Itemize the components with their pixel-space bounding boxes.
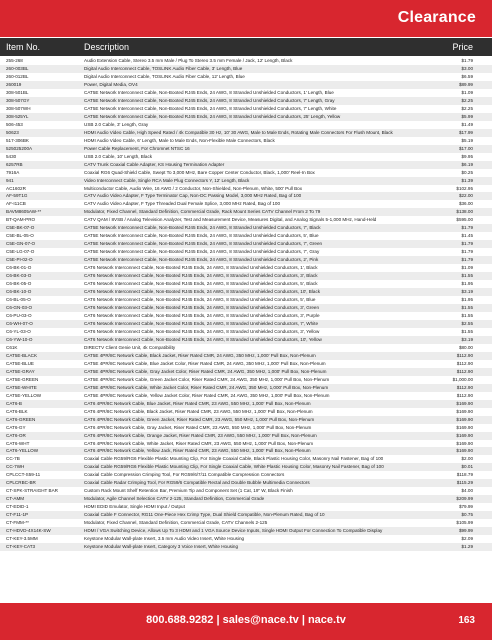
item-number: C6-WH-07-O [6,320,33,326]
item-number: CT-F11-1P [6,512,29,518]
table-row [0,304,492,312]
item-price: $1.29 [461,544,473,550]
clearance-table [0,57,492,551]
item-description: CAT5E 4PR/8C Network Cable, Gray Jacket Color, Riser Rated CMR, 24 AWG, 350 MHz, 1,000' Pull Box, Non-Plenum [84,368,327,374]
table-row [0,169,492,177]
item-description: HDMI Audio Video Cable, 6' Length, Male to Male Ends, Non-Flexible Male Connectors, Black [84,137,275,143]
item-description: HDMI / VGA Switching Device, Allows Up To 3 HDMI and 1 VGA Source Device Inputs, Single HDMI Output For Connection To Compatible Display [84,528,383,534]
table-row [0,105,492,113]
item-description: DIRECTV Client Genie Unit, 4k Compatibility [84,344,176,350]
item-number: 506-453 [6,121,23,127]
item-number: 6257RB [6,161,23,167]
item-description: Coaxial Cable Compression Crimping Tool, For RG59/6/7/11 Compatible Compression Connectors [84,472,285,478]
item-description: CAT6 Network Interconnect Cable, Non-Booted RJ45 Ends, 24 AWG, 8 Stranded Unshielded Conductors, 5', Black [84,281,318,287]
item-number: CAT5E-WHITE [6,384,37,390]
item-price: $1.45 [461,233,473,239]
item-description: CAT6 Network Interconnect Cable, Non-Booted RJ45 Ends, 24 AWG, 8 Stranded Unshielded Conductors, 10', Yellow [84,336,322,342]
column-header-item: Item No. [6,42,41,52]
item-price: $169.90 [456,416,473,422]
item-number: CT-AMM [6,496,25,502]
table-row [0,65,492,73]
item-number: 50623 [6,129,19,135]
table-row [0,455,492,463]
item-price: $2.00 [461,456,473,462]
item-price: $1.09 [461,265,473,271]
clearance-banner [0,0,492,37]
item-description: CAT5E Network Interconnect Cable, Non-Booted RJ45 Ends, 24 AWG, 8 Stranded Unshielded Conductors, 7', Black [84,225,321,231]
item-price: $3.19 [461,336,473,342]
item-number: CT-KEY-3.5MM [6,536,38,542]
item-description: CAT6 Network Interconnect Cable, Non-Booted RJ45 Ends, 24 AWG, 8 Stranded Unshielded Conductors, 3', Purple [84,313,320,318]
table-row [0,328,492,336]
item-description: Coaxial Cable RG59/RG6 Flexible Plastic Mounting Clip, For Single Coaxial Cable, Black Plastic Housing Color, Masonry Nail Fastener, Bag of 100 [84,456,384,462]
item-description: HDMI EDID Emulator, Single HDMI Input / Output [84,504,185,510]
item-price: $169.90 [456,400,473,406]
table-row [0,89,492,97]
item-number: C6-BK-10-O [6,289,32,295]
item-price: $17.00 [458,145,473,151]
item-number: 7916A [6,169,20,175]
item-description: CAT6 4PR/8C Network Cable, Blue Jacket, Riser Rated CMR, 23 AWG, 550 MHz, 1,000' Pull Box, Non-Plenum [84,400,311,406]
table-row [0,280,492,288]
item-description: Custom Rack Mount Shelf Retention Bar, Premium Tip and Component Set (1 Cat, 19" W, Black Finish [84,488,293,494]
table-row [0,208,492,216]
item-description: Modulator, Fixed Channel, Standard Definition, Commercial Grade, CATV Channels 2-125 [84,520,268,526]
item-price: $1.55 [461,328,473,334]
item-price: $112.90 [456,384,473,390]
table-row [0,344,492,352]
item-description: CAT5E Network Interconnect Cable, Non-Booted RJ45 Ends, 24 AWG, 8 Stranded Unshielded Conductors, 5', Blue [84,233,319,239]
item-number: CPLCCT-S59-11 [6,472,41,478]
item-price: $595.00 [456,217,473,223]
item-description: Video Interconnect Cable, Single RCA Male Plug Connectors Y, 12' Length, Black [84,177,250,183]
item-description: CAT5E 4PR/8C Network Cable, Black Jacket, Riser Rated CMR, 24 AWG, 350 MHz, 1,000' Pull Box, Non-Plenum [84,352,316,358]
item-description: CATV Trunk Coaxial Cable Adapter, KS Housing Termination Adapter [84,161,225,167]
item-description: Modulator, Agile Channel Selection CATV 2-125, Standard Definition, Commercial Grade [84,496,265,502]
item-description: Coaxial Cable F Connector, RG11 One-Piece Hex Crimp Type, Dual Shield Compatible, Non-Plenum Rated, Bag of 10 [84,512,325,518]
item-description: Power Cable Replacement, For Chromnet NTSC 16 [84,145,190,151]
table-row [0,264,492,272]
item-description: CATV QAM / 8VSB / Analog Television Analyzer, Test and Measurement Device, Measures Digital, and Analog Signals 5-1,000 MHz, Hand-Held [84,217,377,223]
table-row [0,432,492,440]
item-number: 260-012BL [6,73,29,79]
item-price: $2.09 [461,536,473,542]
item-price: $6.19 [461,161,473,167]
item-description: Coaxial RG6 Quad-Shield Cable, Swept To 3,000 MHz, Bare Copper Center Conductor, Black, 1,000' Reel-In Box [84,169,315,175]
item-price: $5.19 [461,137,473,143]
item-number: C5E-GN-07-O [6,241,36,247]
item-description: CAT6 Network Interconnect Cable, Non-Booted RJ45 Ends, 24 AWG, 8 Stranded Unshielded Conductors, 3', Black [84,273,318,279]
table-row [0,511,492,519]
table-row [0,200,492,208]
table-row [0,192,492,200]
item-description: CAT5E Network Interconnect Cable, Non-Booted RJ45 Ends, 24 AWG, 8 Stranded Unshielded Conductors, 2', Pink [84,257,319,263]
item-description: CAT6 Network Interconnect Cable, Non-Booted RJ45 Ends, 24 AWG, 8 Stranded Unshielded Conductors, 5', Blue [84,297,316,303]
item-price: $1.79 [461,58,473,63]
item-description: CATV Audio Video Adapter, F Type Threaded Dual Female Splice, 3,000 MHz Rated, Bag of 100 [84,201,281,207]
item-price: $138.00 [456,209,473,215]
item-description: CAT5E Network Interconnect Cable, Non-Booted RJ45 Ends, 24 AWG, 8 Stranded Unshielded Conductors, 7', Gray [84,249,320,255]
table-row [0,543,492,551]
item-description: CAT6 4PR/8C Network Cable, White Jacket, Riser Rated CMR, 23 AWG, 550 MHz, 1,000' Pull Box, Non-Plenum [84,440,314,446]
item-price: $1.55 [461,273,473,279]
item-price: $209.99 [456,496,473,502]
table-row [0,368,492,376]
item-number: C5E-BK-07-O [6,225,35,231]
table-row [0,400,492,408]
item-price: $0.75 [461,512,473,518]
item-number: AF-I11CB [6,201,26,207]
table-row [0,81,492,89]
item-number: 5430 [6,153,17,159]
item-price: $22.00 [458,193,473,199]
item-description: CAT6 Network Interconnect Cable, Non-Booted RJ45 Ends, 24 AWG, 8 Stranded Unshielded Conductors, 1', Black [84,265,318,271]
item-description: HDMI Audio Video Cable, High Speed Rated / 4k Compatible 30 Hz, 10' 30 AWG, Male to Male Ends, Rotating Male Connectors For Flush Mount, Black [84,129,393,135]
item-number: CAT6-BLK [6,408,28,414]
item-description: Audio Extension Cable, Stereo 3.5 mm Male / Plug To Stereo 3.5 mm Female / Jack, 12' Length, Black [84,58,293,63]
table-row [0,185,492,193]
item-price: $112.90 [456,360,473,366]
item-description: USB 2.0 Cable, 3' Length, Gray [84,121,149,127]
item-number: 308-525YL [6,113,29,119]
item-number: CAT5E-YELLOW [6,392,42,398]
item-price: $1.09 [461,89,473,95]
item-number: CT-KEY-CAT3 [6,544,36,550]
table-row [0,145,492,153]
item-price: $169.90 [456,408,473,414]
table-row [0,216,492,224]
item-number: C6-BK-05-O [6,281,32,287]
item-description: CAT6 4PR/8C Network Cable, Gray Jacket, Riser Rated CMR, 23 AWG, 550 MHz, 1,000' Pull Box, Non-Plenum [84,424,312,430]
item-number: C6-BK-01-O [6,265,32,271]
item-number: CT-SPK-STRAIGHT BAR [6,488,58,494]
item-number: C5E-PI-02-O [6,257,33,263]
item-number: 308-507WH [6,105,31,111]
item-price: $169.90 [456,432,473,438]
item-number: CAT5E-GRAY [6,368,35,374]
item-number: CC-7B [6,456,20,462]
item-price: $1.49 [461,121,473,127]
item-price: $169.90 [456,424,473,430]
item-description: Multiconductor Cable, Audio Wire, 16 AWG / 2 Conductor, Non-Shielded, Non-Plenum, White, 500' Pull Box [84,185,302,191]
table-row [0,447,492,455]
table-row [0,153,492,161]
table-row [0,336,492,344]
item-price: $112.90 [456,352,473,358]
column-header-price: Price [452,42,473,52]
item-description: Keystone Modular Wall-plate Insert, Category 3 Voice Insert, White Housing [84,544,239,550]
item-number: 517-306BK [6,137,29,143]
item-description: Digital Audio Interconnect Cable, TOSLINK Audio Fiber Cable, 3' Length, Blue [84,65,243,71]
table-row [0,519,492,527]
item-description: Keystone Modular Wall-plate Insert, 3.5 mm Audio Video Insert, White Housing [84,536,245,542]
table-row [0,471,492,479]
table-row [0,352,492,360]
item-number: 255-268 [6,58,23,63]
item-price: $1.55 [461,313,473,318]
page-number: 163 [458,615,475,626]
item-description: CAT5E Network Interconnect Cable, Non-Booted RJ45 Ends, 24 AWG, 8 Stranded Unshielded Conductors, 7' Length, White [84,105,337,111]
item-price: $1,000.00 [452,376,473,382]
item-number: CAT5E-GREEN [6,376,39,382]
item-number: AF-59T1G [6,193,28,199]
item-price: $1.95 [461,297,473,303]
item-description: CAT6 4PR/8C Network Cable, Orange Jacket, Riser Rated CMR, 23 AWG, 550 MHz, 1,000' Pull Box, Non-Plenum [84,432,317,438]
item-price: $4.00 [461,488,473,494]
item-number: CAT6-YELLOW [6,448,39,454]
table-row [0,535,492,543]
item-description: Coaxial Cable Radar Crimping Tool, For RG59/6 Compatible Rectal and Double Bubble Multimedia Connectors [84,480,310,486]
table-row [0,527,492,535]
table-row [0,463,492,471]
table-row [0,288,492,296]
item-description: USB 2.0 Cable, 10' Length, Black [84,153,153,159]
table-row [0,376,492,384]
table-row [0,224,492,232]
item-price: $1.79 [461,225,473,231]
item-number: BAVM8605AW-** [6,209,42,215]
item-number: C6-BL-05-O [6,297,31,303]
item-number: C6-YW-10-O [6,336,33,342]
item-price: $1.55 [461,305,473,311]
item-price: $79.99 [458,504,473,510]
table-row [0,360,492,368]
item-price: $5.99 [461,113,473,119]
table-row [0,503,492,511]
table-row [0,232,492,240]
table-row [0,440,492,448]
table-row [0,240,492,248]
table-row [0,121,492,129]
footer-bar [0,603,492,640]
item-number: CAT5E-BLACK [6,352,38,358]
item-price: $36.00 [458,201,473,207]
item-price: $3.00 [461,65,473,71]
item-description: Power, Digital Media, OV4 [84,81,138,87]
table-row [0,113,492,121]
item-number: 525025200A [6,145,33,151]
item-description: CAT5E Network Interconnect Cable, Non-Booted RJ45 Ends, 24 AWG, 8 Stranded Unshielded Conductors, 1' Length, Blue [84,89,334,95]
item-number: CAT6-WHT [6,440,30,446]
item-price: $102.95 [456,185,473,191]
item-description: CAT6 Network Interconnect Cable, Non-Booted RJ45 Ends, 24 AWG, 8 Stranded Unshielded Conductors, 10', Black [84,289,321,295]
item-description: CAT6 4PR/8C Network Cable, Black Jacket, Riser Rated CMR, 23 AWG, 550 MHz, 1,000' Pull Box, Non-Plenum [84,408,313,414]
item-number: BT-QAM-PRO [6,217,36,223]
item-price: $169.90 [456,440,473,446]
item-number: C5E-BL-05-O [6,233,34,239]
item-number: AC1602R [6,185,26,191]
item-price: $1.79 [461,257,473,263]
table-row [0,320,492,328]
table-row [0,73,492,81]
table-row [0,137,492,145]
item-price: $3.19 [461,289,473,295]
item-number: CAT6-OR [6,432,26,438]
item-description: CAT5E 4PR/8C Network Cable, Green Jacket Color, Riser Rated CMR, 24 AWG, 350 MHz, 1,000' Pull Box, Non-Plenum [84,376,330,382]
item-price: $0.25 [461,169,473,175]
item-number: CT-EDID-1 [6,504,29,510]
item-number: C5E-LG-07-O [6,249,35,255]
table-row [0,129,492,137]
item-price: $112.90 [456,368,473,374]
table-row [0,296,492,304]
item-price: $105.99 [456,520,473,526]
item-number: CAT6-GREEN [6,416,36,422]
item-price: $2.55 [461,320,473,326]
item-number: C6-PU-03-O [6,313,32,318]
item-number: CPLCRBC-BR [6,480,36,486]
item-price: $169.90 [456,448,473,454]
table-row [0,384,492,392]
item-description: CAT5E Network Interconnect Cable, Non-Booted RJ45 Ends, 24 AWG, 8 Stranded Unshielded Conductors, 7' Length, Gray [84,97,335,103]
item-price: $17.99 [458,129,473,135]
item-number: 308-507GY [6,97,30,103]
item-description: CAT5E 4PR/8C Network Cable, Blue Jacket Color, Riser Rated CMR, 24 AWG, 350 MHz, 1,000' Pull Box, Non-Plenum [84,360,326,366]
page-title: Clearance [397,9,476,26]
item-number: C61K [6,344,18,350]
item-description: Digital Audio Interconnect Cable, TOSLINK Audio Fiber Cable, 12' Length, Blue [84,73,245,79]
item-number: C6-YL-03-O [6,328,31,334]
item-price: $80.00 [458,344,473,350]
item-number: CAT5E-BLUE [6,360,34,366]
item-description: Modulator, Fixed Channel, Standard Definition, Commercial Grade, Rack Mount Series CATV Channel From 2 To 79 [84,209,321,215]
table-row [0,487,492,495]
table-row [0,97,492,105]
item-price: $0.01 [461,464,473,470]
table-row [0,392,492,400]
item-price: $99.99 [458,528,473,534]
table-row [0,248,492,256]
table-row [0,424,492,432]
item-description: CAT6 Network Interconnect Cable, Non-Booted RJ45 Ends, 24 AWG, 8 Stranded Unshielded Conductors, 3', Yellow [84,328,320,334]
item-price: $2.25 [461,105,473,111]
item-description: CAT6 Network Interconnect Cable, Non-Booted RJ45 Ends, 24 AWG, 8 Stranded Unshielded Conductors, 7', White [84,320,318,326]
item-number: CAT6-GY [6,424,26,430]
item-price: $112.90 [456,392,473,398]
item-price: $1.39 [461,177,473,183]
table-row [0,312,492,320]
item-description: CATV Audio Video Adapter, F Type Terminator Cap, Non-DC Passing Model, 3,000 MHz Rated, Bag of 100 [84,193,302,199]
item-price: $6.59 [461,73,473,79]
table-row [0,479,492,487]
item-number: CC-7WH [6,464,25,470]
table-row [0,256,492,264]
table-row [0,177,492,185]
item-number: C6-BK-03-O [6,273,32,279]
table-header [0,38,492,56]
item-description: CAT6 Network Interconnect Cable, Non-Booted RJ45 Ends, 24 AWG, 8 Stranded Unshielded Conductors, 3', Green [84,305,320,311]
item-price: $2.25 [461,97,473,103]
item-number: 941 [6,177,14,183]
item-number: CT-FMM-** [6,520,29,526]
table-row [0,57,492,65]
item-number: 260-003BL [6,65,29,71]
table-row [0,272,492,280]
item-price: $115.29 [456,480,473,486]
item-price: $89.99 [458,81,473,87]
item-description: CAT5E 4PR/8C Network Cable, White Jacket Color, Riser Rated CMR, 24 AWG, 350 MHz, 1,000' Pull Box, Non-Plenum [84,384,329,390]
item-price: $118.79 [456,472,473,478]
item-number: CAT6-B [6,400,22,406]
table-row [0,416,492,424]
table-row [0,408,492,416]
item-number: 260019 [6,81,22,87]
item-number: C6-GN-03-O [6,305,33,311]
item-number: CT-HDVD-4X14K-SW [6,528,51,534]
item-description: CAT5E 4PR/8C Network Cable, Yellow Jacket Color, Riser Rated CMR, 24 AWG, 350 MHz, 1,000' Pull Box, Non-Plenum [84,392,330,398]
item-price: $9.95 [461,153,473,159]
item-number: 308-501BL [6,89,29,95]
item-description: CAT6 4PR/8C Network Cable, Green Jacket, Riser Rated CMR, 23 AWG, 550 MHz, 1,000' Pull Box, Non-Plenum [84,416,315,422]
item-description: CAT5E Network Interconnect Cable, Non-Booted RJ45 Ends, 24 AWG, 8 Stranded Unshielded Conductors, 25' Length, Yellow [84,113,341,119]
item-price: $1.79 [461,249,473,255]
table-row [0,495,492,503]
contact-info: 800.688.9282 | sales@nace.tv | nace.tv [146,614,346,626]
item-price: $1.95 [461,281,473,287]
item-price: $1.79 [461,241,473,247]
item-description: CAT5E Network Interconnect Cable, Non-Booted RJ45 Ends, 24 AWG, 8 Stranded Unshielded Conductors, 7', Green [84,241,323,247]
table-row [0,161,492,169]
column-header-description: Description [84,42,130,52]
item-description: CAT6 4PR/8C Network Cable, Yellow Jack, Riser Rated CMR, 23 AWG, 550 MHz, 1,000' Pull Box, Non-Plenum [84,448,311,454]
item-description: Coaxial Cable RG59/RG6 Flexible Plastic Mounting Clip, For Single Coaxial Cable, White Plastic Housing Color, Masonry Nail Fastener, Bag of 100 [84,464,384,470]
